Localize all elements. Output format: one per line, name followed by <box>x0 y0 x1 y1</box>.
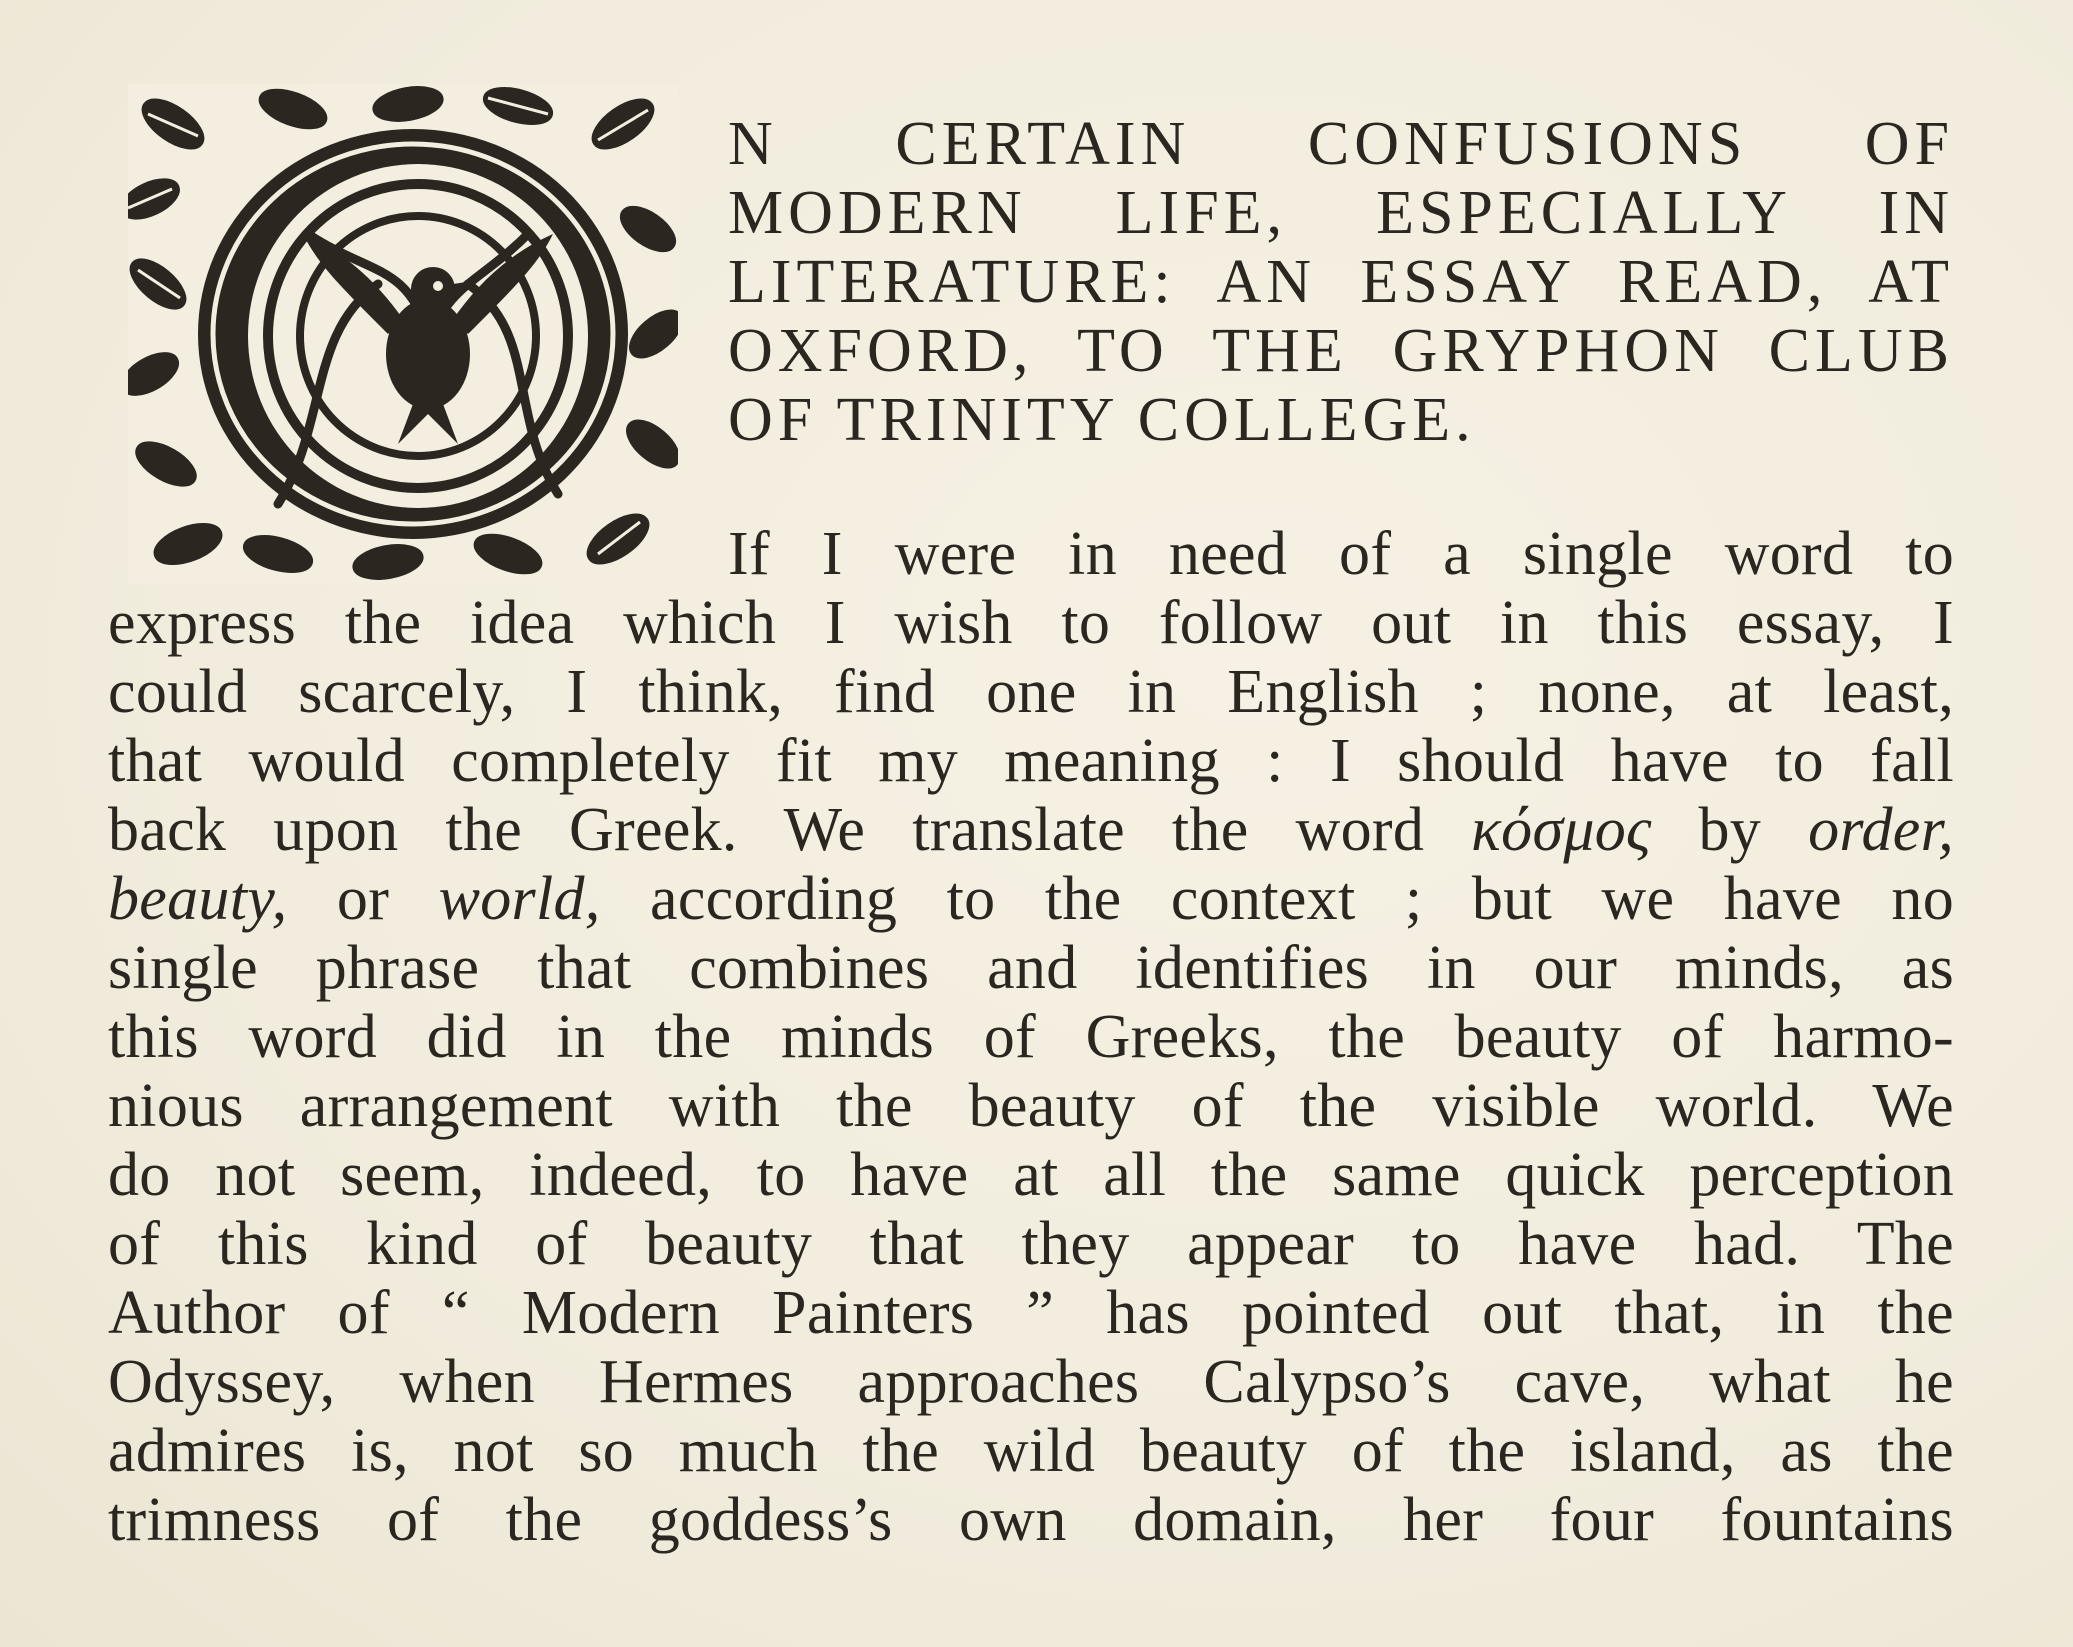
text-fragment: according to the context ; but we have no <box>650 865 1954 933</box>
decorated-initial-o <box>128 84 678 584</box>
italic-word: order, <box>1808 796 1954 864</box>
text-line: do not seem, indeed, to have at all the same quick perception <box>108 1141 1954 1209</box>
text-line: could scarcely, I think, find one in English ; none, at least, <box>108 658 1954 726</box>
text-line-greek <box>108 796 1954 865</box>
essay-body <box>108 520 1954 1555</box>
text-line: of this kind of beauty that they appear to have had. The <box>108 1210 1954 1278</box>
text-line: Odyssey, when Hermes approaches Calypso’s cave, what he <box>108 1348 1954 1416</box>
text-line: this word did in the minds of Greeks, the beauty of harmo- <box>108 1003 1954 1071</box>
text-line: express the idea which I wish to follow out in this essay, I <box>108 589 1954 657</box>
greek-word: κόσμος <box>1471 796 1652 864</box>
text-line: single phrase that combines and identifies in our minds, as <box>108 934 1954 1002</box>
italic-word: beauty, <box>108 865 288 933</box>
text-line: admires is, not so much the wild beauty of the island, as the <box>108 1417 1954 1485</box>
text-fragment: back upon the Greek. We translate the word <box>108 796 1425 864</box>
text-line: If I were in need of a single word to <box>728 520 1954 588</box>
text-line: that would completely fit my meaning : I should have to fall <box>108 727 1954 795</box>
text-fragment: or <box>336 865 390 933</box>
italic-word: world, <box>438 865 601 933</box>
essay-title: N CERTAIN CONFUSIONS OF MODERN LIFE, ESPECIALLY IN LITERATURE: AN ESSAY READ, AT OXFORD, TO THE GRYPHON CLUB OF TRINITY COLLEGE. <box>728 110 1954 454</box>
text-line-italic <box>108 865 1954 934</box>
floral-initial-o-icon <box>128 84 678 584</box>
text-fragment: by <box>1698 796 1762 864</box>
text-line: Author of “ Modern Painters ” has pointed out that, in the <box>108 1279 1954 1347</box>
text-line: trimness of the goddess’s own domain, her four fountains <box>108 1486 1954 1554</box>
text-line: nious arrangement with the beauty of the visible world. We <box>108 1072 1954 1140</box>
